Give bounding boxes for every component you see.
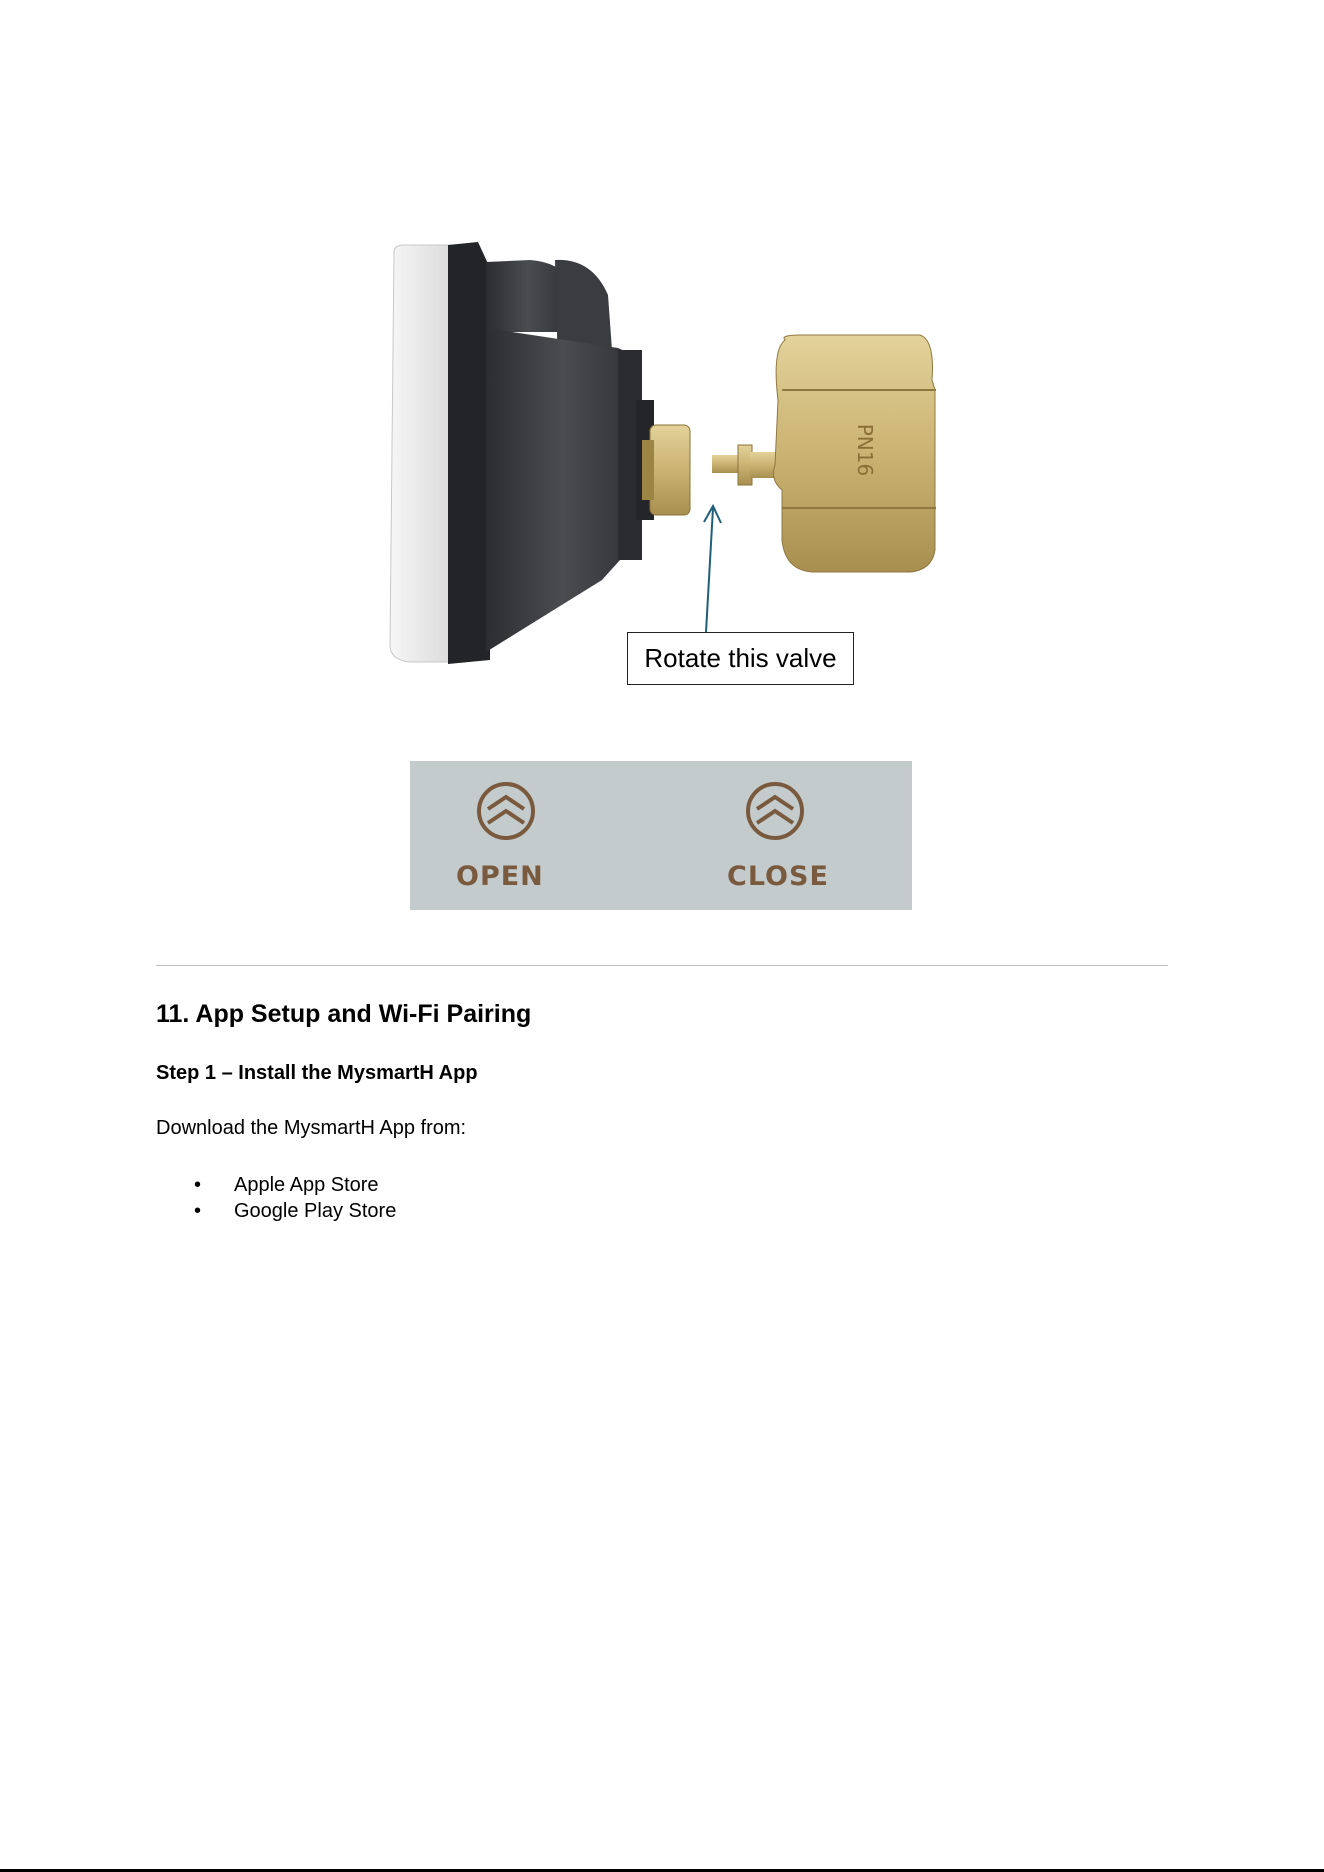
actuator-valve-photo [380, 240, 960, 700]
intro-paragraph: Download the MysmartH App from: [156, 1117, 467, 1139]
valve-stem [712, 445, 780, 485]
bullet: • [194, 1200, 202, 1222]
section-title: 11. App Setup and Wi-Fi Pairing [156, 1000, 532, 1028]
close-chevron-icon [735, 781, 835, 841]
open-label: OPEN [456, 861, 544, 892]
app-store-list [156, 1172, 396, 1224]
step-heading: Step 1 – Install the MysmartH App [156, 1062, 478, 1084]
ball-valve-body [774, 335, 936, 572]
callout-arrow [704, 506, 721, 632]
list-item [156, 1198, 396, 1224]
open-close-label-photo [410, 761, 912, 910]
close-label: CLOSE [727, 861, 829, 892]
list-item-label: Apple App Store [234, 1174, 379, 1196]
bullet: • [194, 1174, 202, 1196]
list-item [156, 1172, 396, 1198]
section-divider [156, 965, 1168, 966]
actuator-body [448, 242, 654, 664]
open-chevron-icon [458, 781, 558, 841]
rotate-valve-callout: Rotate this valve [627, 632, 854, 685]
actuator-white-cover [390, 245, 450, 662]
list-item-label: Google Play Store [234, 1200, 397, 1222]
svg-text:PN16: PN16 [853, 423, 877, 477]
